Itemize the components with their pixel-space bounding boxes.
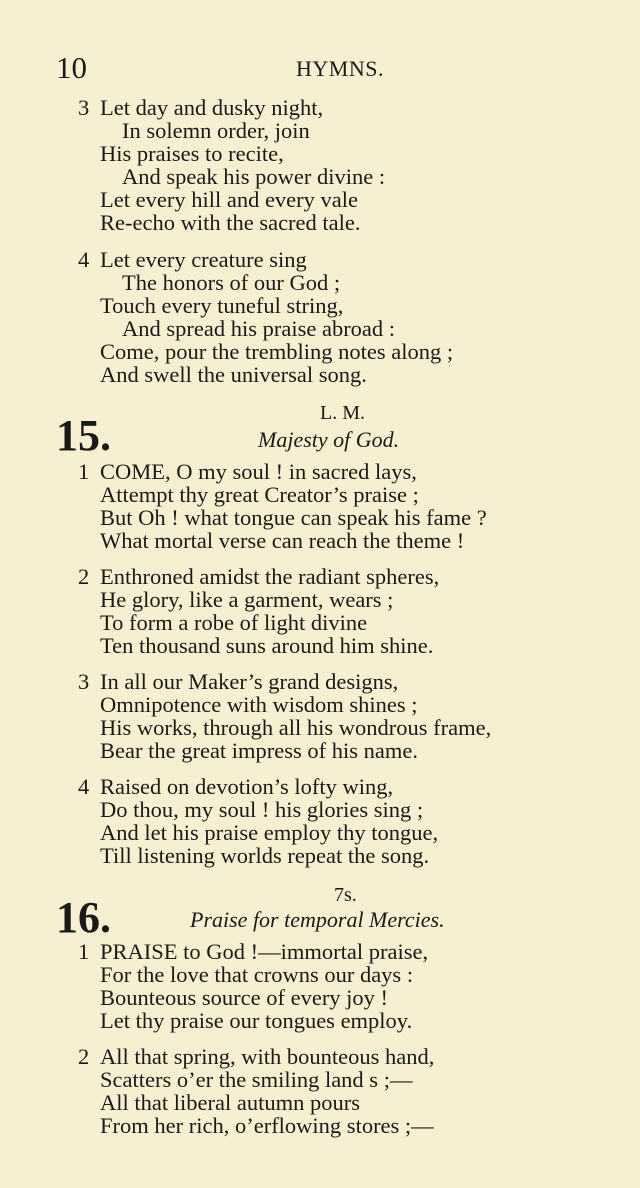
verse-line: Till listening worlds repeat the song.: [100, 843, 430, 868]
verse-line: And let his praise employ thy tongue,: [100, 820, 439, 845]
verse-line: But Oh ! what tongue can speak his fame ?: [100, 505, 487, 530]
verse-line: His praises to recite,: [100, 141, 284, 166]
verse-line: And speak his power divine :: [122, 164, 386, 189]
verse-line: All that spring, with bounteous hand,: [100, 1044, 435, 1069]
verse-line: Omnipotence with wisdom shines ;: [100, 692, 418, 717]
hymn-subtitle: Majesty of God.: [258, 427, 400, 452]
verse-line: Ten thousand suns around him shine.: [100, 633, 434, 658]
verse-number: 3: [78, 669, 90, 694]
verse-line: Do thou, my soul ! his glories sing ;: [100, 797, 424, 822]
verse-line: For the love that crowns our days :: [100, 962, 414, 987]
verse-line: Raised on devotion’s lofty wing,: [100, 774, 394, 799]
verse-line: Attempt thy great Creator’s praise ;: [100, 482, 419, 507]
verse-line: And swell the universal song.: [100, 362, 367, 387]
verse-line: COME, O my soul ! in sacred lays,: [100, 459, 417, 484]
hymn-meter: L. M.: [320, 402, 365, 424]
verse-line: His works, through all his wondrous frame,: [100, 715, 492, 740]
verse-line: And spread his praise abroad :: [122, 316, 396, 341]
hymn-number: 15.: [56, 411, 111, 460]
page-number: 10: [56, 50, 87, 85]
verse-number: 3: [78, 95, 90, 120]
verse-line: Enthroned amidst the radiant spheres,: [100, 564, 440, 589]
verse-number: 4: [78, 774, 90, 799]
verse-line: What mortal verse can reach the theme !: [100, 528, 465, 553]
verse-line: In all our Maker’s grand designs,: [100, 669, 399, 694]
verse-line: Come, pour the trembling notes along ;: [100, 339, 454, 364]
verse-number: 4: [78, 247, 90, 272]
verse-line: Re-echo with the sacred tale.: [100, 210, 361, 235]
running-title: HYMNS.: [296, 56, 384, 81]
verse-line: Let day and dusky night,: [100, 95, 324, 120]
verse-line: In solemn order, join: [122, 118, 310, 143]
verse-line: All that liberal autumn pours: [100, 1090, 360, 1115]
verse-line: Scatters o’er the smiling land s ;—: [100, 1067, 413, 1092]
hymn-number: 16.: [56, 893, 111, 942]
verse-line: Touch every tuneful string,: [100, 293, 344, 318]
verse-line: Let every hill and every vale: [100, 187, 359, 212]
verse-line: The honors of our God ;: [122, 270, 341, 295]
verse-number: 1: [78, 459, 90, 484]
verse-line: PRAISE to God !—immortal praise,: [100, 939, 429, 964]
verse-number: 2: [78, 1044, 90, 1069]
verse-line: To form a robe of light divine: [100, 610, 368, 635]
hymn-meter: 7s.: [334, 884, 357, 906]
verse-line: He glory, like a garment, wears ;: [100, 587, 394, 612]
verse-line: Let every creature sing: [100, 247, 307, 272]
verse-line: Bear the great impress of his name.: [100, 738, 419, 763]
verse-number: 2: [78, 564, 90, 589]
verse-line: Bounteous source of every joy !: [100, 985, 389, 1010]
verse-line: Let thy praise our tongues employ.: [100, 1008, 413, 1033]
verse-number: 1: [78, 939, 90, 964]
hymn-subtitle: Praise for temporal Mercies.: [190, 907, 445, 932]
verse-line: From her rich, o’erflowing stores ;—: [100, 1113, 434, 1138]
